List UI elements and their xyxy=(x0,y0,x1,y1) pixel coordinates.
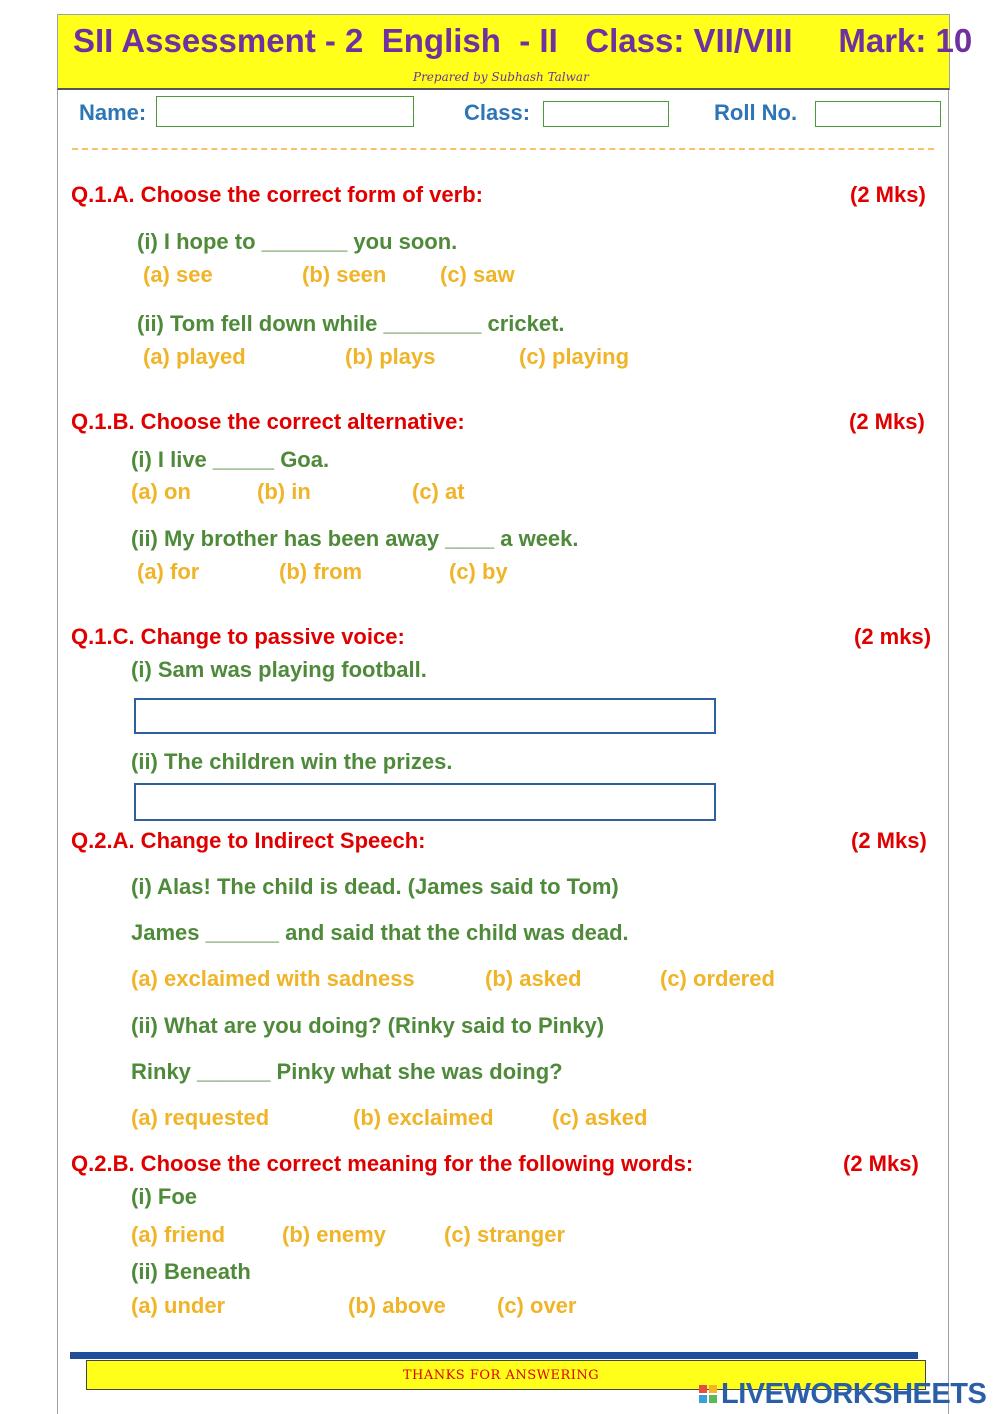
q1a-heading: Q.1.A. Choose the correct form of verb: xyxy=(71,182,483,207)
q2a-q1-option-b[interactable]: (b) asked xyxy=(485,966,582,991)
q2a-q1-option-a[interactable]: (a) exclaimed with sadness xyxy=(131,966,415,991)
q2a-sentence-2: Rinky ______ Pinky what she was doing? xyxy=(131,1059,563,1084)
q2a-q2-option-c[interactable]: (c) asked xyxy=(552,1105,648,1130)
roll-no-input[interactable] xyxy=(815,101,941,127)
q1b-q1-option-a[interactable]: (a) on xyxy=(131,479,191,504)
q2b-question-2: (ii) Beneath xyxy=(131,1259,251,1284)
class-label: Class: xyxy=(464,100,531,125)
roll-no-label: Roll No. xyxy=(714,100,798,125)
q2a-q2-option-a[interactable]: (a) requested xyxy=(131,1105,270,1130)
q2b-question-1: (i) Foe xyxy=(131,1184,197,1209)
thanks-message: THANKS FOR ANSWERING xyxy=(402,1368,600,1383)
q2a-question-1: (i) Alas! The child is dead. (James said to Tom) xyxy=(131,874,619,899)
q1a-q1-option-a[interactable]: (a) see xyxy=(143,262,213,287)
q1b-q2-option-c[interactable]: (c) by xyxy=(449,559,508,584)
q1b-heading: Q.1.B. Choose the correct alternative: xyxy=(71,409,465,434)
class-input[interactable] xyxy=(543,101,669,127)
q2a-question-2: (ii) What are you doing? (Rinky said to Pinky) xyxy=(131,1013,605,1038)
q1a-q1-option-b[interactable]: (b) seen xyxy=(302,262,387,287)
q1a-q1-option-c[interactable]: (c) saw xyxy=(440,262,515,287)
q1c-answer-1-input[interactable] xyxy=(134,698,716,734)
q1a-question-2: (ii) Tom fell down while ________ cricket. xyxy=(137,311,565,336)
q2b-q1-option-a[interactable]: (a) friend xyxy=(131,1222,226,1247)
q1a-marks: (2 Mks) xyxy=(850,182,926,207)
q1c-marks: (2 mks) xyxy=(854,624,932,649)
q1a-q2-option-a[interactable]: (a) played xyxy=(143,344,246,369)
liveworksheets-mark-icon xyxy=(698,1384,718,1404)
q1b-q2-option-a[interactable]: (a) for xyxy=(137,559,200,584)
q2b-q2-option-b[interactable]: (b) above xyxy=(348,1293,446,1318)
q2b-heading: Q.2.B. Choose the correct meaning for the following words: xyxy=(71,1151,694,1176)
q1b-q1-option-b[interactable]: (b) in xyxy=(257,479,311,504)
q1c-question-2: (ii) The children win the prizes. xyxy=(131,749,453,774)
liveworksheets-logo-text: LIVEWORKSHEETS xyxy=(721,1377,987,1410)
q1b-q1-option-c[interactable]: (c) at xyxy=(412,479,465,504)
q1b-question-1: (i) I live _____ Goa. xyxy=(131,447,330,472)
q2a-heading: Q.2.A. Change to Indirect Speech: xyxy=(71,828,426,853)
q2a-q2-option-b[interactable]: (b) exclaimed xyxy=(353,1105,494,1130)
liveworksheets-logo xyxy=(698,1378,986,1410)
q1b-marks: (2 Mks) xyxy=(849,409,925,434)
divider xyxy=(72,148,934,150)
q1a-q2-option-c[interactable]: (c) playing xyxy=(519,344,630,369)
q2a-q1-option-c[interactable]: (c) ordered xyxy=(660,966,775,991)
name-input[interactable] xyxy=(156,96,414,127)
q2a-sentence-1: James ______ and said that the child was dead. xyxy=(131,920,629,945)
q1a-q2-option-b[interactable]: (b) plays xyxy=(345,344,436,369)
q1b-q2-option-b[interactable]: (b) from xyxy=(279,559,363,584)
footer-bar xyxy=(70,1352,918,1359)
q1c-question-1: (i) Sam was playing football. xyxy=(131,657,427,682)
q2b-q2-option-a[interactable]: (a) under xyxy=(131,1293,226,1318)
q2b-q2-option-c[interactable]: (c) over xyxy=(497,1293,577,1318)
q2a-marks: (2 Mks) xyxy=(851,828,927,853)
page-title: SII Assessment - 2 English - II Class: VII/VIII Mark: 10 xyxy=(73,22,973,59)
q2b-q1-option-b[interactable]: (b) enemy xyxy=(282,1222,386,1247)
q1b-question-2: (ii) My brother has been away ____ a week. xyxy=(131,526,579,551)
q1a-question-1: (i) I hope to _______ you soon. xyxy=(137,229,458,254)
q2b-q1-option-c[interactable]: (c) stranger xyxy=(444,1222,566,1247)
q1c-heading: Q.1.C. Change to passive voice: xyxy=(71,624,405,649)
prepared-by: Prepared by Subhash Talwar xyxy=(413,70,589,84)
q1c-answer-2-input[interactable] xyxy=(134,783,716,821)
q2b-marks: (2 Mks) xyxy=(843,1151,919,1176)
name-label: Name: xyxy=(79,100,147,125)
